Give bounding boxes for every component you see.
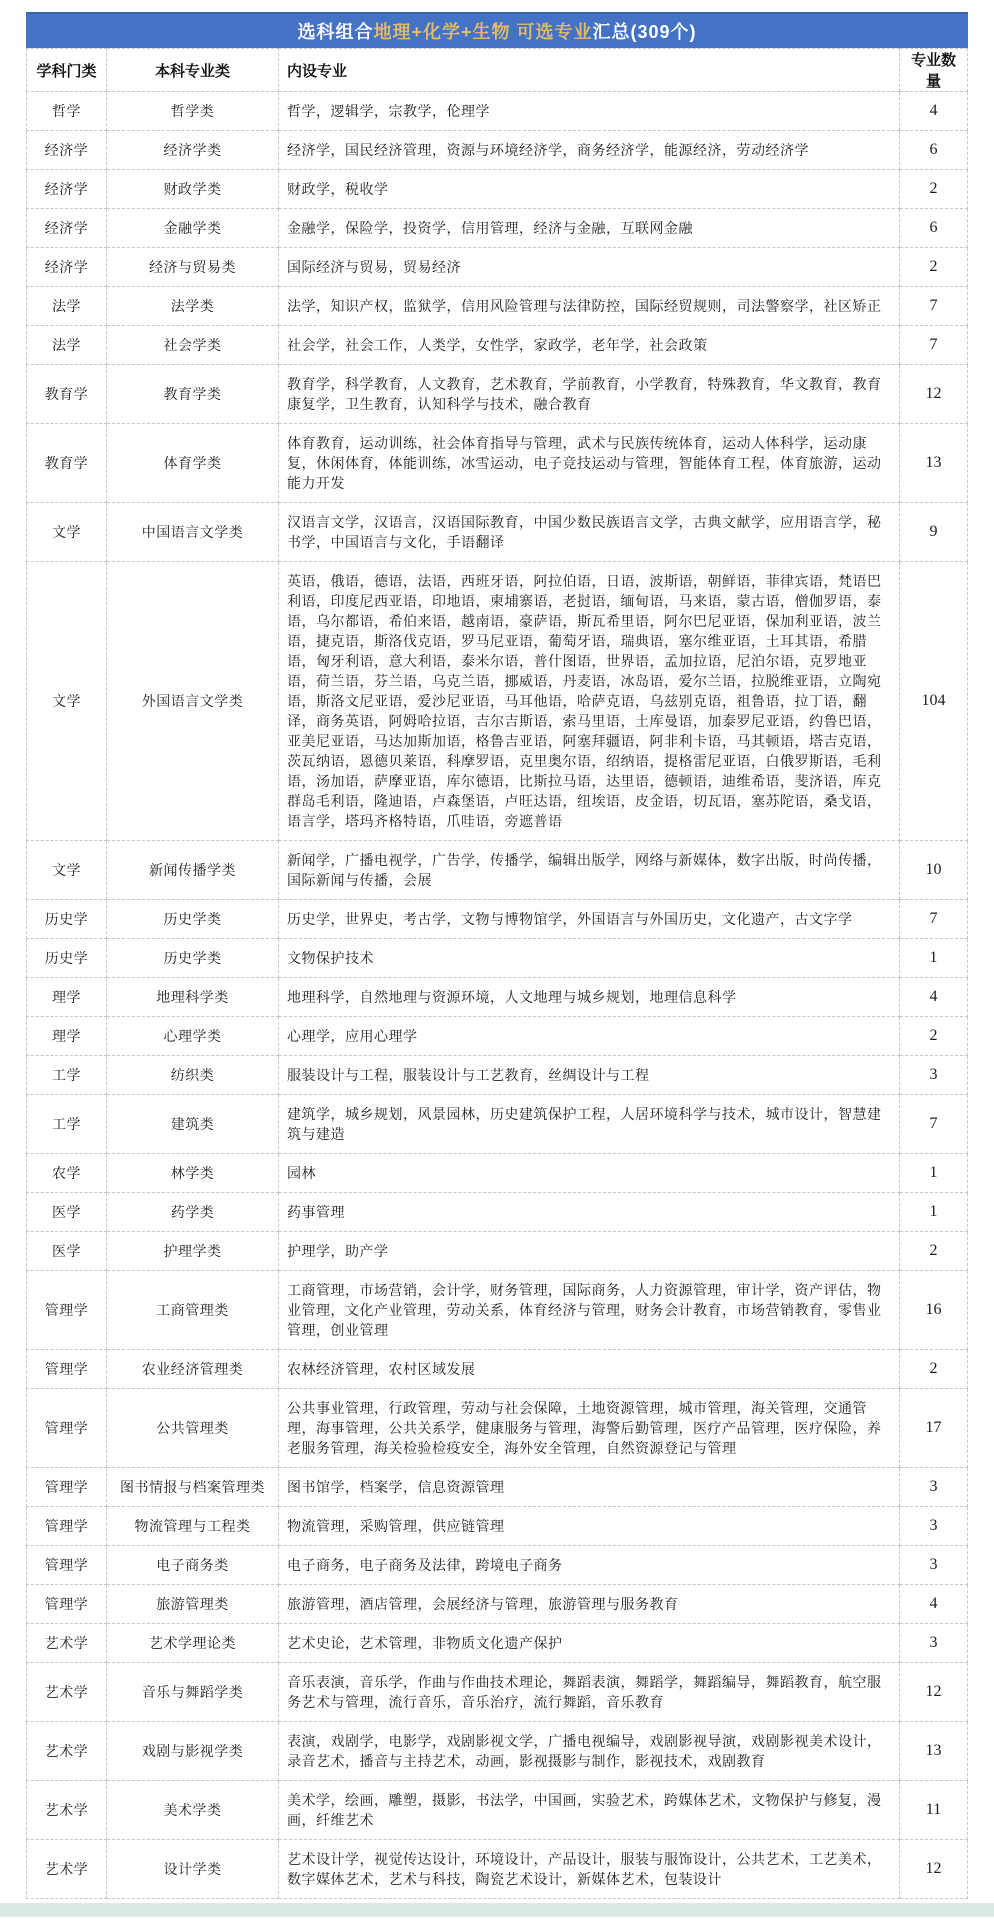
- title-segment-subjects: 地理+化学+生物 可选专业: [373, 22, 593, 42]
- discipline-category-cell: 艺术学: [27, 1624, 107, 1663]
- discipline-category-cell: 教育学: [27, 424, 107, 503]
- major-class-cell: 戏剧与影视学类: [107, 1722, 279, 1781]
- major-class-cell: 新闻传播学类: [107, 841, 279, 900]
- major-count-cell: 2: [900, 1350, 968, 1389]
- included-majors-cell: 药事管理: [279, 1193, 900, 1232]
- discipline-category-cell: 哲学: [27, 92, 107, 131]
- major-class-cell: 音乐与舞蹈学类: [107, 1663, 279, 1722]
- included-majors-cell: 音乐表演，音乐学，作曲与作曲技术理论，舞蹈表演，舞蹈学，舞蹈编导，舞蹈教育，航空服务艺术与管理，流行音乐，音乐治疗，流行舞蹈，音乐教育: [279, 1663, 900, 1722]
- discipline-category-cell: 管理学: [27, 1350, 107, 1389]
- included-majors-cell: 工商管理，市场营销，会计学，财务管理，国际商务，人力资源管理，审计学，资产评估，物业管理，文化产业管理，劳动关系，体育经济与管理，财务会计教育，市场营销教育，零售业管理，创业管理: [279, 1271, 900, 1350]
- major-count-cell: 6: [900, 209, 968, 248]
- table-row: [27, 365, 968, 424]
- table-row: [27, 170, 968, 209]
- discipline-category-cell: 经济学: [27, 131, 107, 170]
- included-majors-cell: 物流管理，采购管理，供应链管理: [279, 1507, 900, 1546]
- included-majors-cell: 护理学，助产学: [279, 1232, 900, 1271]
- major-class-cell: 药学类: [107, 1193, 279, 1232]
- major-class-cell: 图书情报与档案管理类: [107, 1468, 279, 1507]
- discipline-category-cell: 历史学: [27, 900, 107, 939]
- header-included-majors: 内设专业: [279, 49, 900, 92]
- header-undergrad-major-class: 本科专业类: [107, 49, 279, 92]
- included-majors-cell: 国际经济与贸易，贸易经济: [279, 248, 900, 287]
- table-row: [27, 1350, 968, 1389]
- header-major-count: 专业数量: [900, 49, 968, 92]
- included-majors-cell: 新闻学，广播电视学，广告学，传播学，编辑出版学，网络与新媒体，数字出版，时尚传播，国际新闻与传播，会展: [279, 841, 900, 900]
- included-majors-cell: 公共事业管理，行政管理，劳动与社会保障，土地资源管理，城市管理，海关管理，交通管理，海事管理，公共关系学，健康服务与管理，海警后勤管理，医疗产品管理，医疗保险，养老服务管理，海关检验检疫安全，海外安全管理，自然资源登记与管理: [279, 1389, 900, 1468]
- table-row: [27, 1507, 968, 1546]
- major-class-cell: 美术学类: [107, 1781, 279, 1840]
- discipline-category-cell: 艺术学: [27, 1663, 107, 1722]
- major-class-cell: 体育学类: [107, 424, 279, 503]
- discipline-category-cell: 农学: [27, 1154, 107, 1193]
- major-count-cell: 3: [900, 1507, 968, 1546]
- included-majors-cell: 电子商务，电子商务及法律，跨境电子商务: [279, 1546, 900, 1585]
- major-class-cell: 财政学类: [107, 170, 279, 209]
- major-count-cell: 2: [900, 1017, 968, 1056]
- included-majors-cell: 建筑学，城乡规划，风景园林，历史建筑保护工程，人居环境科学与技术，城市设计，智慧建筑与建造: [279, 1095, 900, 1154]
- major-class-cell: 历史学类: [107, 939, 279, 978]
- table-row: [27, 1840, 968, 1899]
- discipline-category-cell: 管理学: [27, 1271, 107, 1350]
- major-count-cell: 1: [900, 939, 968, 978]
- discipline-category-cell: 文学: [27, 562, 107, 841]
- discipline-category-cell: 法学: [27, 326, 107, 365]
- table-row: [27, 287, 968, 326]
- major-count-cell: 1: [900, 1154, 968, 1193]
- included-majors-cell: 英语，俄语，德语，法语，西班牙语，阿拉伯语，日语，波斯语，朝鲜语，菲律宾语，梵语巴利语，印度尼西亚语，印地语，柬埔寨语，老挝语，缅甸语，马来语，蒙古语，僧伽罗语，泰语，乌尔都语，希伯来语，越南语，豪萨语，斯瓦希里语，阿尔巴尼亚语，保加利亚语，波兰语，捷克语，斯洛伐克语，罗马尼亚语，葡萄牙语，瑞典语，塞尔维亚语，土耳其语，希腊语，匈牙利语，意大利语，泰米尔语，普什图语，世界语，孟加拉语，尼泊尔语，克罗地亚语，荷兰语，芬兰语，乌克兰语，挪威语，丹麦语，冰岛语，爱尔兰语，拉脱维亚语，立陶宛语，斯洛文尼亚语，爱沙尼亚语，马耳他语，哈萨克语，乌兹别克语，祖鲁语，拉丁语，翻译，商务英语，阿姆哈拉语，吉尔吉斯语，索马里语，土库曼语，加泰罗尼亚语，约鲁巴语，亚美尼亚语，马达加斯加语，格鲁吉亚语，阿塞拜疆语，阿非利卡语，马其顿语，塔吉克语，茨瓦纳语，恩德贝莱语，科摩罗语，克里奥尔语，绍纳语，提格雷尼亚语，白俄罗斯语，毛利语，汤加语，萨摩亚语，库尔德语，比斯拉马语，达里语，德顿语，迪维希语，斐济语，库克群岛毛利语，隆迪语，卢森堡语，卢旺达语，纽埃语，皮金语，切瓦语，塞苏陀语，桑戈语，语言学，塔玛齐格特语，爪哇语，旁遮普语: [279, 562, 900, 841]
- included-majors-cell: 文物保护技术: [279, 939, 900, 978]
- included-majors-cell: 农林经济管理，农村区域发展: [279, 1350, 900, 1389]
- table-row: [27, 1271, 968, 1350]
- major-class-cell: 物流管理与工程类: [107, 1507, 279, 1546]
- discipline-category-cell: 管理学: [27, 1389, 107, 1468]
- major-class-cell: 护理学类: [107, 1232, 279, 1271]
- major-count-cell: 7: [900, 287, 968, 326]
- discipline-category-cell: 管理学: [27, 1546, 107, 1585]
- included-majors-cell: 艺术设计学，视觉传达设计，环境设计，产品设计，服装与服饰设计，公共艺术，工艺美术，数字媒体艺术，艺术与科技，陶瓷艺术设计，新媒体艺术，包装设计: [279, 1840, 900, 1899]
- discipline-category-cell: 文学: [27, 841, 107, 900]
- major-count-cell: 12: [900, 1663, 968, 1722]
- title-segment-combination: 选科组合: [297, 22, 374, 42]
- major-count-cell: 3: [900, 1468, 968, 1507]
- major-class-cell: 教育学类: [107, 365, 279, 424]
- major-class-cell: 艺术学理论类: [107, 1624, 279, 1663]
- discipline-category-cell: 经济学: [27, 248, 107, 287]
- included-majors-cell: 园林: [279, 1154, 900, 1193]
- major-class-cell: 地理科学类: [107, 978, 279, 1017]
- major-class-cell: 心理学类: [107, 1017, 279, 1056]
- header-discipline-category: 学科门类: [27, 49, 107, 92]
- major-class-cell: 社会学类: [107, 326, 279, 365]
- major-count-cell: 11: [900, 1781, 968, 1840]
- table-row: [27, 900, 968, 939]
- included-majors-cell: 法学，知识产权，监狱学，信用风险管理与法律防控，国际经贸规则，司法警察学，社区矫正: [279, 287, 900, 326]
- table-row: [27, 978, 968, 1017]
- major-class-cell: 经济与贸易类: [107, 248, 279, 287]
- major-class-cell: 林学类: [107, 1154, 279, 1193]
- table-body: [27, 92, 968, 1899]
- major-count-cell: 2: [900, 170, 968, 209]
- included-majors-cell: 心理学，应用心理学: [279, 1017, 900, 1056]
- major-class-cell: 旅游管理类: [107, 1585, 279, 1624]
- table-row: [27, 939, 968, 978]
- included-majors-cell: 经济学，国民经济管理，资源与环境经济学，商务经济学，能源经济，劳动经济学: [279, 131, 900, 170]
- footer-strip: [0, 1903, 994, 1917]
- table-row: [27, 1095, 968, 1154]
- table-row: [27, 1585, 968, 1624]
- table-row: [27, 131, 968, 170]
- title-bar: [26, 12, 968, 48]
- major-class-cell: 金融学类: [107, 209, 279, 248]
- table-row: [27, 1624, 968, 1663]
- major-count-cell: 16: [900, 1271, 968, 1350]
- discipline-category-cell: 医学: [27, 1232, 107, 1271]
- major-count-cell: 3: [900, 1624, 968, 1663]
- discipline-category-cell: 管理学: [27, 1585, 107, 1624]
- major-class-cell: 中国语言文学类: [107, 503, 279, 562]
- table-row: [27, 248, 968, 287]
- table-row: [27, 841, 968, 900]
- major-count-cell: 7: [900, 326, 968, 365]
- table-row: [27, 1722, 968, 1781]
- major-count-cell: 9: [900, 503, 968, 562]
- major-class-cell: 建筑类: [107, 1095, 279, 1154]
- included-majors-cell: 汉语言文学，汉语言，汉语国际教育，中国少数民族语言文学，古典文献学，应用语言学，秘书学，中国语言与文化，手语翻译: [279, 503, 900, 562]
- major-count-cell: 12: [900, 365, 968, 424]
- table-row: [27, 1056, 968, 1095]
- header-row: [27, 49, 968, 92]
- discipline-category-cell: 理学: [27, 978, 107, 1017]
- discipline-category-cell: 工学: [27, 1056, 107, 1095]
- included-majors-cell: 教育学，科学教育，人文教育，艺术教育，学前教育，小学教育，特殊教育，华文教育，教育康复学，卫生教育，认知科学与技术，融合教育: [279, 365, 900, 424]
- major-count-cell: 3: [900, 1056, 968, 1095]
- included-majors-cell: 体育教育，运动训练，社会体育指导与管理，武术与民族传统体育，运动人体科学，运动康复，休闲体育，体能训练，冰雪运动，电子竞技运动与管理，智能体育工程，体育旅游，运动能力开发: [279, 424, 900, 503]
- major-count-cell: 13: [900, 424, 968, 503]
- table-row: [27, 1017, 968, 1056]
- major-class-cell: 哲学类: [107, 92, 279, 131]
- table-row: [27, 503, 968, 562]
- major-count-cell: 2: [900, 1232, 968, 1271]
- discipline-category-cell: 法学: [27, 287, 107, 326]
- table-row: [27, 326, 968, 365]
- included-majors-cell: 财政学，税收学: [279, 170, 900, 209]
- major-class-cell: 历史学类: [107, 900, 279, 939]
- table-row: [27, 209, 968, 248]
- included-majors-cell: 旅游管理，酒店管理，会展经济与管理，旅游管理与服务教育: [279, 1585, 900, 1624]
- major-count-cell: 12: [900, 1840, 968, 1899]
- discipline-category-cell: 艺术学: [27, 1781, 107, 1840]
- discipline-category-cell: 理学: [27, 1017, 107, 1056]
- table-row: [27, 1546, 968, 1585]
- major-class-cell: 经济学类: [107, 131, 279, 170]
- table-row: [27, 1781, 968, 1840]
- major-count-cell: 4: [900, 1585, 968, 1624]
- included-majors-cell: 艺术史论，艺术管理，非物质文化遗产保护: [279, 1624, 900, 1663]
- major-count-cell: 13: [900, 1722, 968, 1781]
- table-header: [27, 49, 968, 92]
- table-row: [27, 92, 968, 131]
- included-majors-cell: 图书馆学，档案学，信息资源管理: [279, 1468, 900, 1507]
- table-row: [27, 1663, 968, 1722]
- major-count-cell: 2: [900, 248, 968, 287]
- included-majors-cell: 服装设计与工程，服装设计与工艺教育，丝绸设计与工程: [279, 1056, 900, 1095]
- major-count-cell: 6: [900, 131, 968, 170]
- table-row: [27, 1389, 968, 1468]
- discipline-category-cell: 文学: [27, 503, 107, 562]
- discipline-category-cell: 工学: [27, 1095, 107, 1154]
- major-count-cell: 17: [900, 1389, 968, 1468]
- included-majors-cell: 地理科学，自然地理与资源环境，人文地理与城乡规划，地理信息科学: [279, 978, 900, 1017]
- included-majors-cell: 社会学，社会工作，人类学，女性学，家政学，老年学，社会政策: [279, 326, 900, 365]
- major-count-cell: 1: [900, 1193, 968, 1232]
- major-class-cell: 外国语言文学类: [107, 562, 279, 841]
- title-segment-summary: 汇总(309个): [592, 22, 697, 42]
- major-class-cell: 公共管理类: [107, 1389, 279, 1468]
- major-class-cell: 纺织类: [107, 1056, 279, 1095]
- major-count-cell: 7: [900, 1095, 968, 1154]
- table-row: [27, 1468, 968, 1507]
- discipline-category-cell: 教育学: [27, 365, 107, 424]
- table-row: [27, 562, 968, 841]
- major-count-cell: 4: [900, 92, 968, 131]
- major-class-cell: 电子商务类: [107, 1546, 279, 1585]
- major-count-cell: 104: [900, 562, 968, 841]
- included-majors-cell: 美术学，绘画，雕塑，摄影，书法学，中国画，实验艺术，跨媒体艺术，文物保护与修复，漫画，纤维艺术: [279, 1781, 900, 1840]
- included-majors-cell: 金融学，保险学，投资学，信用管理，经济与金融，互联网金融: [279, 209, 900, 248]
- major-class-cell: 工商管理类: [107, 1271, 279, 1350]
- major-count-cell: 10: [900, 841, 968, 900]
- major-class-cell: 设计学类: [107, 1840, 279, 1899]
- table-row: [27, 1193, 968, 1232]
- discipline-category-cell: 管理学: [27, 1468, 107, 1507]
- major-class-cell: 农业经济管理类: [107, 1350, 279, 1389]
- majors-table: [26, 48, 968, 1899]
- included-majors-cell: 表演，戏剧学，电影学，戏剧影视文学，广播电视编导，戏剧影视导演，戏剧影视美术设计，录音艺术，播音与主持艺术，动画，影视摄影与制作，影视技术，戏剧教育: [279, 1722, 900, 1781]
- table-row: [27, 1154, 968, 1193]
- major-count-cell: 4: [900, 978, 968, 1017]
- table-row: [27, 1232, 968, 1271]
- discipline-category-cell: 艺术学: [27, 1722, 107, 1781]
- major-count-cell: 3: [900, 1546, 968, 1585]
- included-majors-cell: 历史学，世界史，考古学，文物与博物馆学，外国语言与外国历史，文化遗产，古文字学: [279, 900, 900, 939]
- discipline-category-cell: 历史学: [27, 939, 107, 978]
- discipline-category-cell: 医学: [27, 1193, 107, 1232]
- major-class-cell: 法学类: [107, 287, 279, 326]
- major-count-cell: 7: [900, 900, 968, 939]
- discipline-category-cell: 经济学: [27, 209, 107, 248]
- included-majors-cell: 哲学，逻辑学，宗教学，伦理学: [279, 92, 900, 131]
- discipline-category-cell: 经济学: [27, 170, 107, 209]
- table-row: [27, 424, 968, 503]
- discipline-category-cell: 管理学: [27, 1507, 107, 1546]
- discipline-category-cell: 艺术学: [27, 1840, 107, 1899]
